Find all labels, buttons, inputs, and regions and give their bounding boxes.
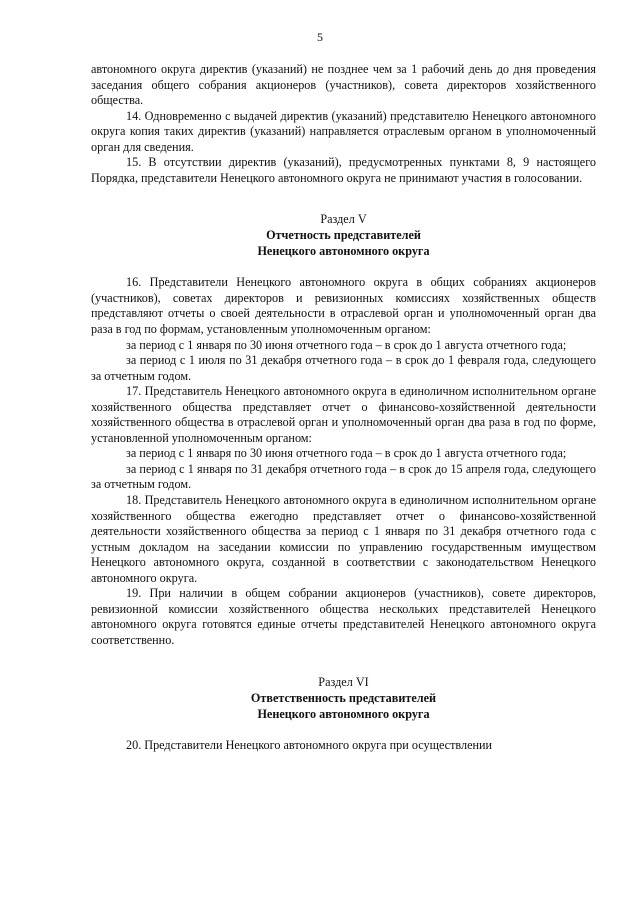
section-label: Раздел VI	[318, 674, 369, 689]
paragraph: за период с 1 января по 30 июня отчетного года – в срок до 1 августа отчетного года;	[126, 446, 567, 461]
paragraph: за период с 1 января по 30 июня отчетного года – в срок до 1 августа отчетного года;	[126, 337, 567, 352]
document-body	[91, 62, 596, 753]
section-label: Раздел V	[320, 212, 367, 227]
section-heading	[91, 674, 596, 722]
section-title: Ненецкого автономного округа	[257, 244, 430, 259]
paragraph: 15. В отсутствии директив (указаний), предусмотренных пунктами 8, 9 настоящего Порядка, представители Ненецкого автономного округа не принимают участия в голосовании.	[91, 155, 596, 185]
section-title: Ответственность представителей	[250, 690, 437, 705]
paragraph: автономного округа директив (указаний) не позднее чем за 1 рабочий день до дня проведения заседания общего собрания акционеров (участников), совета директоров хозяйственного общества.	[91, 62, 596, 108]
section-heading	[91, 211, 596, 259]
section-title: Ненецкого автономного округа	[257, 706, 430, 721]
paragraph: 19. При наличии в общем собрании акционеров (участников), совете директоров, ревизионной комиссии хозяйственного общества нескольких представителей Ненецкого автономного округа готовятся единые отчеты представителей Ненецкого автономного округа соответственно.	[91, 586, 596, 647]
paragraph: за период с 1 июля по 31 декабря отчетного года – в срок до 1 февраля года, следующего за отчетным годом.	[91, 353, 596, 383]
paragraph: 20. Представители Ненецкого автономного округа при осуществлении	[126, 737, 493, 752]
paragraph: 17. Представитель Ненецкого автономного округа в единоличном исполнительном органе хозяйственного общества представляет отчет о финансово-хозяйственной деятельности хозяйственного общества в отраслевой орган и уполномоченный орган два раза в год по форме, установленной уполномоченным органом:	[91, 384, 596, 445]
paragraph: 18. Представитель Ненецкого автономного округа в единоличном исполнительном органе хозяйственного общества ежегодно представляет отчет о финансово-хозяйственной деятельности хозяйственного общества за период с 1 января по 31 декабря отчетного года с устным докладом на заседании комиссии по управлению государственным имуществом Ненецкого автономного округа, созданной в соответствии с законодательством Ненецкого автономного округа.	[91, 493, 596, 585]
paragraph: 16. Представители Ненецкого автономного округа в общих собраниях акционеров (участников), советах директоров и ревизионных комиссиях хозяйственных обществ представляют отчеты о своей деятельности в отраслевой орган и уполномоченный орган два раза в год по формам, установленным уполномоченным органом:	[91, 275, 596, 337]
section-title: Отчетность представителей	[266, 228, 421, 243]
paragraph: 14. Одновременно с выдачей директив (указаний) представителю Ненецкого автономного округа копия таких директив (указаний) направляется отраслевым органом в уполномоченный орган для сведения.	[91, 108, 596, 154]
paragraph: за период с 1 января по 31 декабря отчетного года – в срок до 15 апреля года, следующего за отчетным годом.	[91, 461, 596, 492]
page-number: 5	[317, 30, 323, 44]
